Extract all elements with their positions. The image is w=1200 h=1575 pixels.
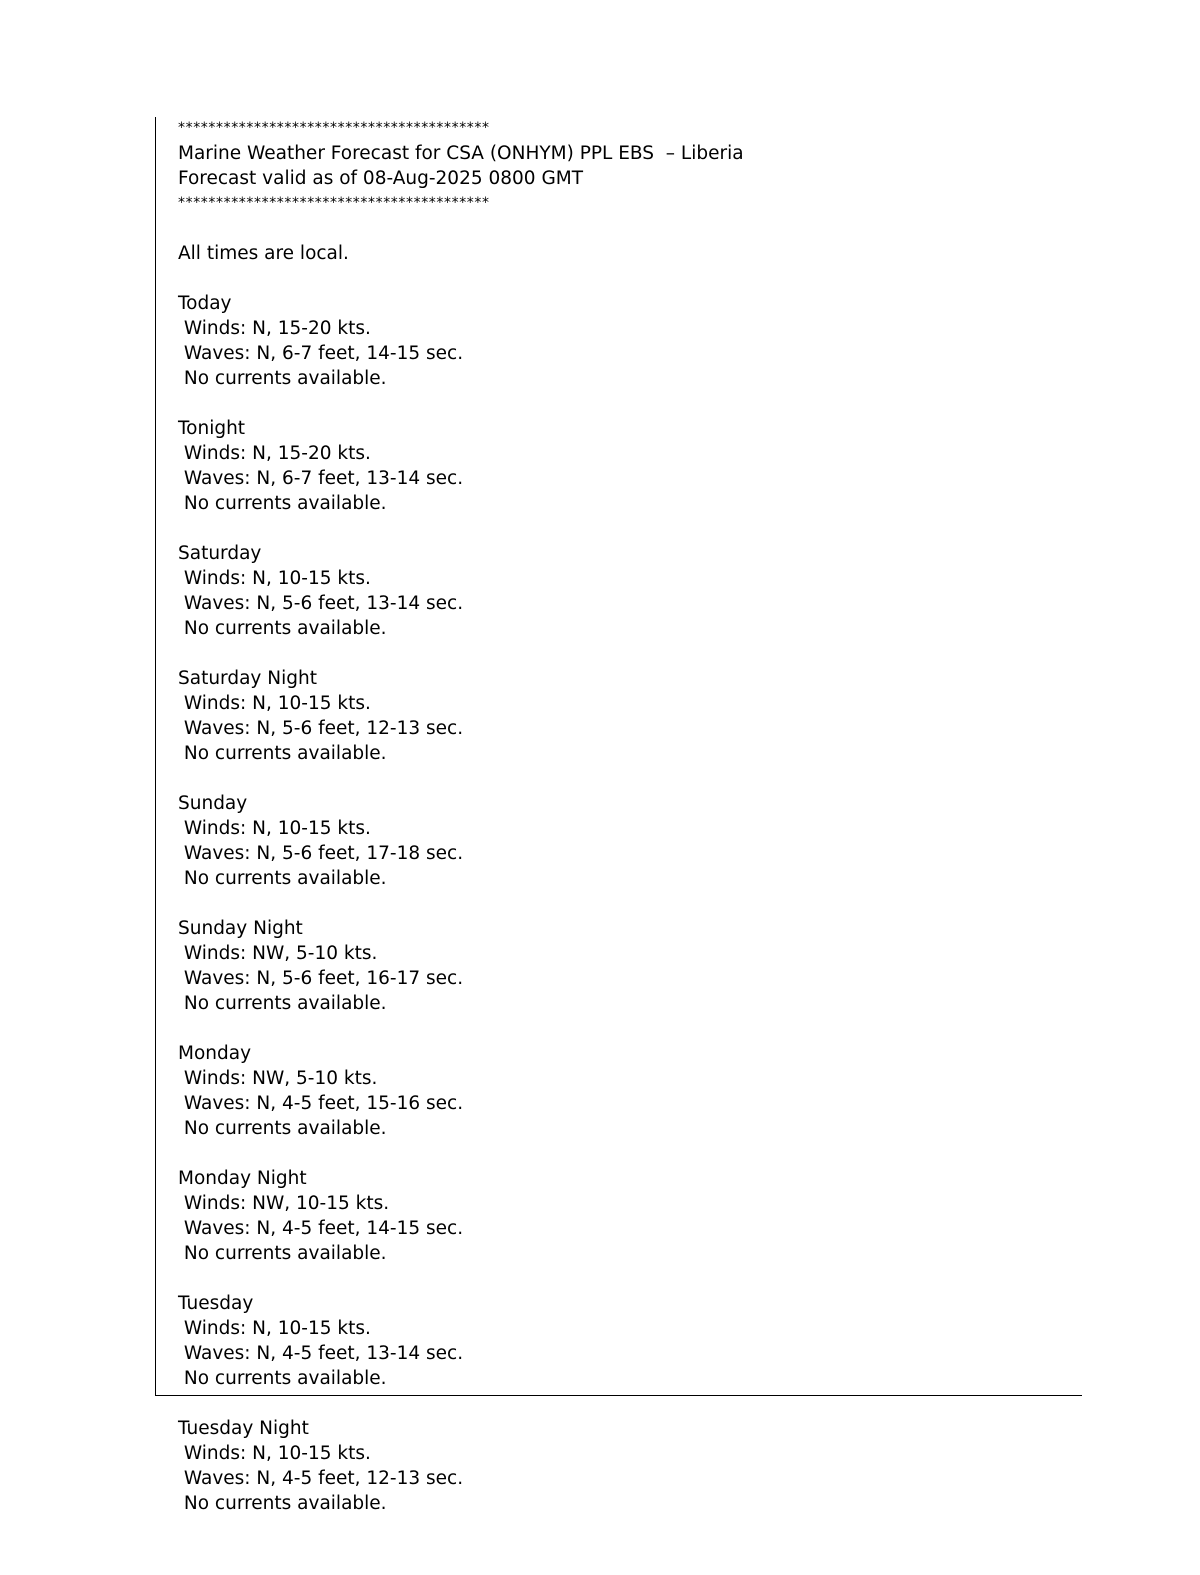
period-name: Saturday Night <box>178 668 317 689</box>
period-tuesday <box>178 1291 1058 1391</box>
period-name: Sunday Night <box>178 918 303 939</box>
period-winds: Winds: N, 10-15 kts. <box>178 818 371 839</box>
period-currents: No currents available. <box>178 1118 387 1139</box>
period-waves: Waves: N, 4-5 feet, 12-13 sec. <box>178 1468 464 1489</box>
period-saturday-night <box>178 666 1058 766</box>
period-name: Saturday <box>178 543 262 564</box>
times-note: All times are local. <box>178 243 349 264</box>
period-winds: Winds: NW, 10-15 kts. <box>178 1193 390 1214</box>
period-waves: Waves: N, 5-6 feet, 17-18 sec. <box>178 843 464 864</box>
period-sunday <box>178 791 1058 891</box>
period-currents: No currents available. <box>178 1493 387 1514</box>
forecast-title: Marine Weather Forecast for CSA (ONHYM) PPL EBS – Liberia <box>178 143 744 164</box>
period-winds: Winds: N, 10-15 kts. <box>178 693 371 714</box>
period-waves: Waves: N, 4-5 feet, 15-16 sec. <box>178 1093 464 1114</box>
period-currents: No currents available. <box>178 868 387 889</box>
period-tuesday-night <box>178 1416 1058 1516</box>
period-name: Tuesday <box>178 1293 254 1314</box>
period-saturday <box>178 541 1058 641</box>
period-waves: Waves: N, 4-5 feet, 14-15 sec. <box>178 1218 464 1239</box>
period-name: Monday <box>178 1043 252 1064</box>
forecast-document <box>178 116 1058 1516</box>
period-name: Sunday <box>178 793 248 814</box>
period-waves: Waves: N, 6-7 feet, 13-14 sec. <box>178 468 464 489</box>
forecast-header <box>178 116 1058 216</box>
period-winds: Winds: NW, 5-10 kts. <box>178 943 378 964</box>
period-name: Tuesday Night <box>178 1418 309 1439</box>
period-today <box>178 291 1058 391</box>
period-waves: Waves: N, 5-6 feet, 12-13 sec. <box>178 718 464 739</box>
period-name: Tonight <box>178 418 246 439</box>
left-border-line <box>155 117 156 1396</box>
period-winds: Winds: N, 15-20 kts. <box>178 318 371 339</box>
period-winds: Winds: N, 10-15 kts. <box>178 568 371 589</box>
period-name: Monday Night <box>178 1168 307 1189</box>
period-winds: Winds: N, 10-15 kts. <box>178 1318 371 1339</box>
period-waves: Waves: N, 6-7 feet, 14-15 sec. <box>178 343 464 364</box>
period-waves: Waves: N, 4-5 feet, 13-14 sec. <box>178 1343 464 1364</box>
period-currents: No currents available. <box>178 368 387 389</box>
period-winds: Winds: N, 10-15 kts. <box>178 1443 371 1464</box>
period-currents: No currents available. <box>178 618 387 639</box>
period-currents: No currents available. <box>178 1243 387 1264</box>
period-winds: Winds: N, 15-20 kts. <box>178 443 371 464</box>
period-currents: No currents available. <box>178 1368 387 1389</box>
forecast-periods <box>178 291 1058 1516</box>
period-waves: Waves: N, 5-6 feet, 16-17 sec. <box>178 968 464 989</box>
period-monday <box>178 1041 1058 1141</box>
period-winds: Winds: NW, 5-10 kts. <box>178 1068 378 1089</box>
header-stars-bottom: ***************************************** <box>178 195 490 211</box>
period-waves: Waves: N, 5-6 feet, 13-14 sec. <box>178 593 464 614</box>
period-currents: No currents available. <box>178 743 387 764</box>
forecast-valid-time: Forecast valid as of 08-Aug-2025 0800 GMT <box>178 168 584 189</box>
header-stars-top: ***************************************** <box>178 120 490 136</box>
period-sunday-night <box>178 916 1058 1016</box>
period-name: Today <box>178 293 232 314</box>
period-currents: No currents available. <box>178 493 387 514</box>
period-tonight <box>178 416 1058 516</box>
period-currents: No currents available. <box>178 993 387 1014</box>
period-monday-night <box>178 1166 1058 1266</box>
